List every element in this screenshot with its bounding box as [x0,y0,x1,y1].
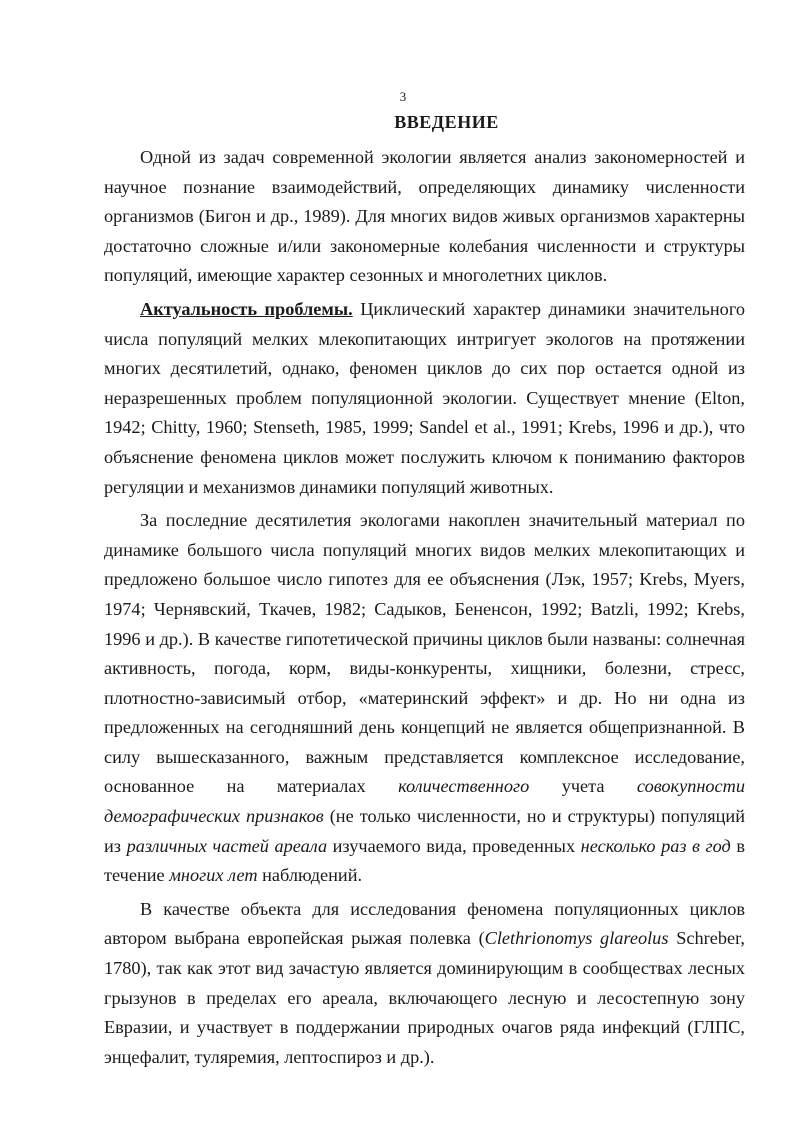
species-name: Clethrionomys glareolus [484,928,669,949]
section-title: ВВЕДЕНИЕ [394,112,499,132]
relevance-text: Циклический характер динамики значительного числа популяций мелких млекопитающих интригует экологов на протяжении многих десятилетий, однако, феномен циклов до сих пор остается одной из неразрешенных проблем популяционной экологии. Существует мнение (Elton, 1942; Chitty, 1960; Stenseth, 1985, 1999; Sandel et al., 1991; Krebs, 1996 и др.), что объяснение феномена циклов может послужить ключом к пониманию факторов регуляции и механизмов динамики популяций животных. [104,298,746,497]
italic-segment: совокупности демографических признаков [104,776,746,827]
text-segment: в течение [104,835,745,886]
relevance-heading: Актуальность проблемы. [140,298,353,319]
paragraph-object [104,895,745,1073]
text-segment: Schreber, 1780), так как этот вид зачастую является доминирующим в сообществах лесных грызунов в пределах его ареала, включающего лесную и лесостепную зону Евразии, и участвует в поддержании природных очагов ряда инфекций (ГЛПС, энцефалит, туляремия, лептоспироз и др.). [104,928,746,1067]
paragraph-hypotheses [104,506,745,891]
paragraph-intro: Одной из задач современной экологии является анализ закономерностей и научное познание взаимодействий, определяющих динамику численности организмов (Бигон и др., 1989). Для многих видов живых организмов характерны достаточно сложные и/или закономерные колебания численности и структуры популяций, имеющие характер сезонных и многолетних циклов. [104,147,745,286]
text-segment: За последние десятилетия экологами накоплен значительный материал по динамике большого числа популяций многих видов мелких млекопитающих и предложено большое число гипотез для ее объяснения (Лэк, 1957; Krebs, Myers, 1974; Чернявский, Ткачев, 1982; Садыков, Бененсон, 1992; Batzli, 1992; Krebs, 1996 и др.). В качестве гипотетической причины циклов были названы: солнечная активность, погода, корм, виды-конкуренты, хищники, болезни, стресс, плотностно-зависимый отбор, «материнский эффект» и др. Но ни одна из предложенных на сегодняшний день концепций не является общепризнанной. В силу вышесказанного, важным представляется комплексное исследование, основанное на материалах [104,510,745,797]
italic-segment: многих лет [169,865,258,886]
text-segment: учета [529,776,637,797]
paragraph-relevance [104,295,745,502]
text-segment: (не только численности, но и структуры) популяций из [104,806,746,856]
text-segment: В качестве объекта для исследования феномена популяционных циклов автором выбрана европейская рыжая полевка ( [104,898,745,949]
italic-segment: несколько раз в год [580,835,731,856]
text-segment: наблюдений. [257,865,363,886]
page-number: 3 [399,89,407,104]
text-segment: изучаемого вида, проведенных [327,835,581,856]
italic-segment: различных частей ареала [126,835,328,856]
body-text [104,143,745,1074]
italic-segment: количественного [398,776,530,797]
